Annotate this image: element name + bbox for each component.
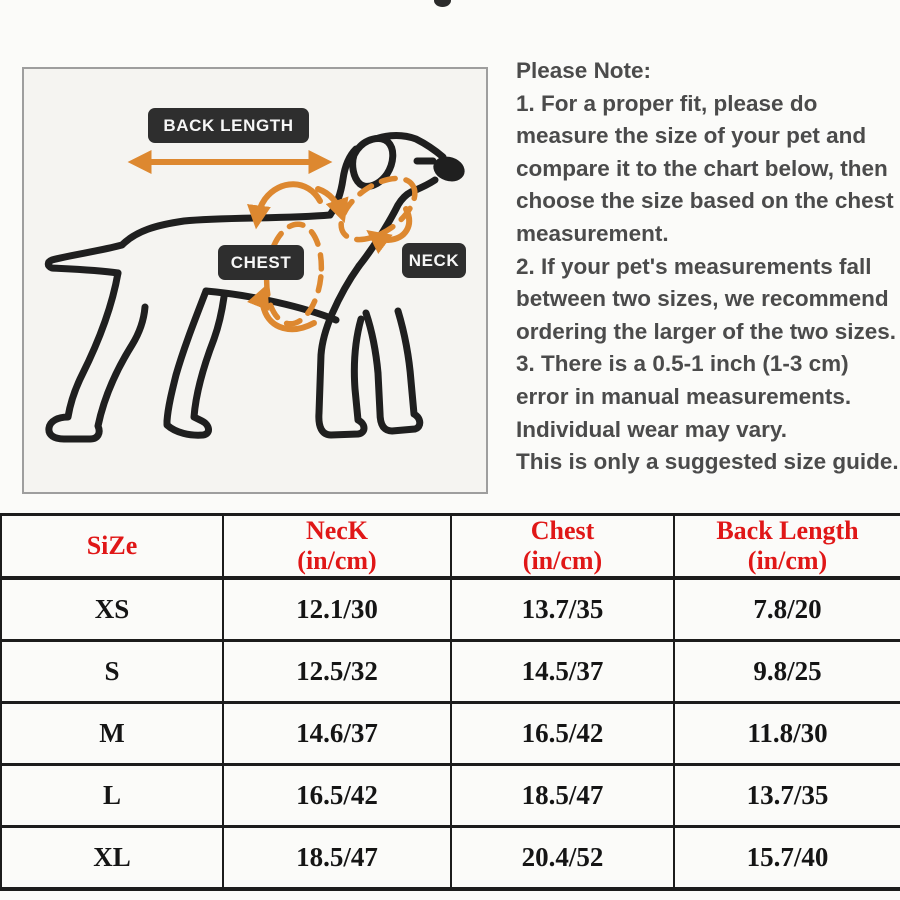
note-line: choose the size based on the chest xyxy=(516,188,894,214)
note-line: between two sizes, we recommend xyxy=(516,286,889,312)
header-title: NecK xyxy=(305,516,369,545)
chest-label: CHEST xyxy=(230,252,292,272)
size-cell: XS xyxy=(1,578,223,641)
col-header-back-length xyxy=(674,515,900,579)
neck-cell: 18.5/47 xyxy=(223,827,451,890)
table-row-s xyxy=(1,641,900,703)
size-cell: XL xyxy=(1,827,223,890)
please-note-block xyxy=(516,55,898,479)
header-unit: (in/cm) xyxy=(297,546,377,575)
cropped-glyph-fragment xyxy=(434,0,451,7)
table-row-xs xyxy=(1,578,900,641)
neck-cell: 12.5/32 xyxy=(223,641,451,703)
col-header-neck xyxy=(223,515,451,579)
table-row-xl xyxy=(1,827,900,890)
neck-cell: 16.5/42 xyxy=(223,765,451,827)
header-unit: (in/cm) xyxy=(522,546,603,575)
back-length-cell: 7.8/20 xyxy=(674,578,900,641)
chest-label-badge xyxy=(218,245,304,280)
neck-cell: 14.6/37 xyxy=(223,703,451,765)
note-line: 3. There is a 0.5-1 inch (1-3 cm) xyxy=(516,351,849,377)
back-length-cell: 11.8/30 xyxy=(674,703,900,765)
back-length-label: BACK LENGTH xyxy=(163,115,294,135)
back-length-cell: 15.7/40 xyxy=(674,827,900,890)
note-line: compare it to the chart below, then xyxy=(516,155,888,181)
size-cell: M xyxy=(1,703,223,765)
header-title: Back Length xyxy=(716,516,859,545)
neck-cell: 12.1/30 xyxy=(223,578,451,641)
chest-cell: 16.5/42 xyxy=(451,703,674,765)
neck-label-badge xyxy=(402,243,466,278)
header-title: Chest xyxy=(530,516,595,545)
note-line: measurement. xyxy=(516,220,669,246)
size-chart-table xyxy=(0,513,900,891)
chest-cell: 18.5/47 xyxy=(451,765,674,827)
size-cell: S xyxy=(1,641,223,703)
table-row-m xyxy=(1,703,900,765)
chest-cell: 20.4/52 xyxy=(451,827,674,890)
note-line: measure the size of your pet and xyxy=(516,123,867,149)
header-unit: (in/cm) xyxy=(747,546,828,575)
note-line: 2. If your pet's measurements fall xyxy=(516,253,872,279)
back-length-label-badge xyxy=(148,108,309,143)
size-cell: L xyxy=(1,765,223,827)
chest-cell: 14.5/37 xyxy=(451,641,674,703)
note-line: error in manual measurements. xyxy=(516,383,852,409)
col-header-chest xyxy=(451,515,674,579)
table-row-l xyxy=(1,765,900,827)
neck-label: NECK xyxy=(408,250,460,270)
table-header-row xyxy=(1,515,900,579)
back-length-cell: 13.7/35 xyxy=(674,765,900,827)
measurement-diagram xyxy=(22,67,488,494)
chest-cell: 13.7/35 xyxy=(451,578,674,641)
header-title: SiZe xyxy=(86,531,138,560)
back-length-cell: 9.8/25 xyxy=(674,641,900,703)
note-line: 1. For a proper fit, please do xyxy=(516,90,818,116)
note-line: This is only a suggested size guide. xyxy=(516,449,899,475)
note-line: Individual wear may vary. xyxy=(516,416,787,442)
col-header-size xyxy=(1,515,223,579)
note-line: ordering the larger of the two sizes. xyxy=(516,318,897,344)
note-heading: Please Note: xyxy=(516,58,652,83)
